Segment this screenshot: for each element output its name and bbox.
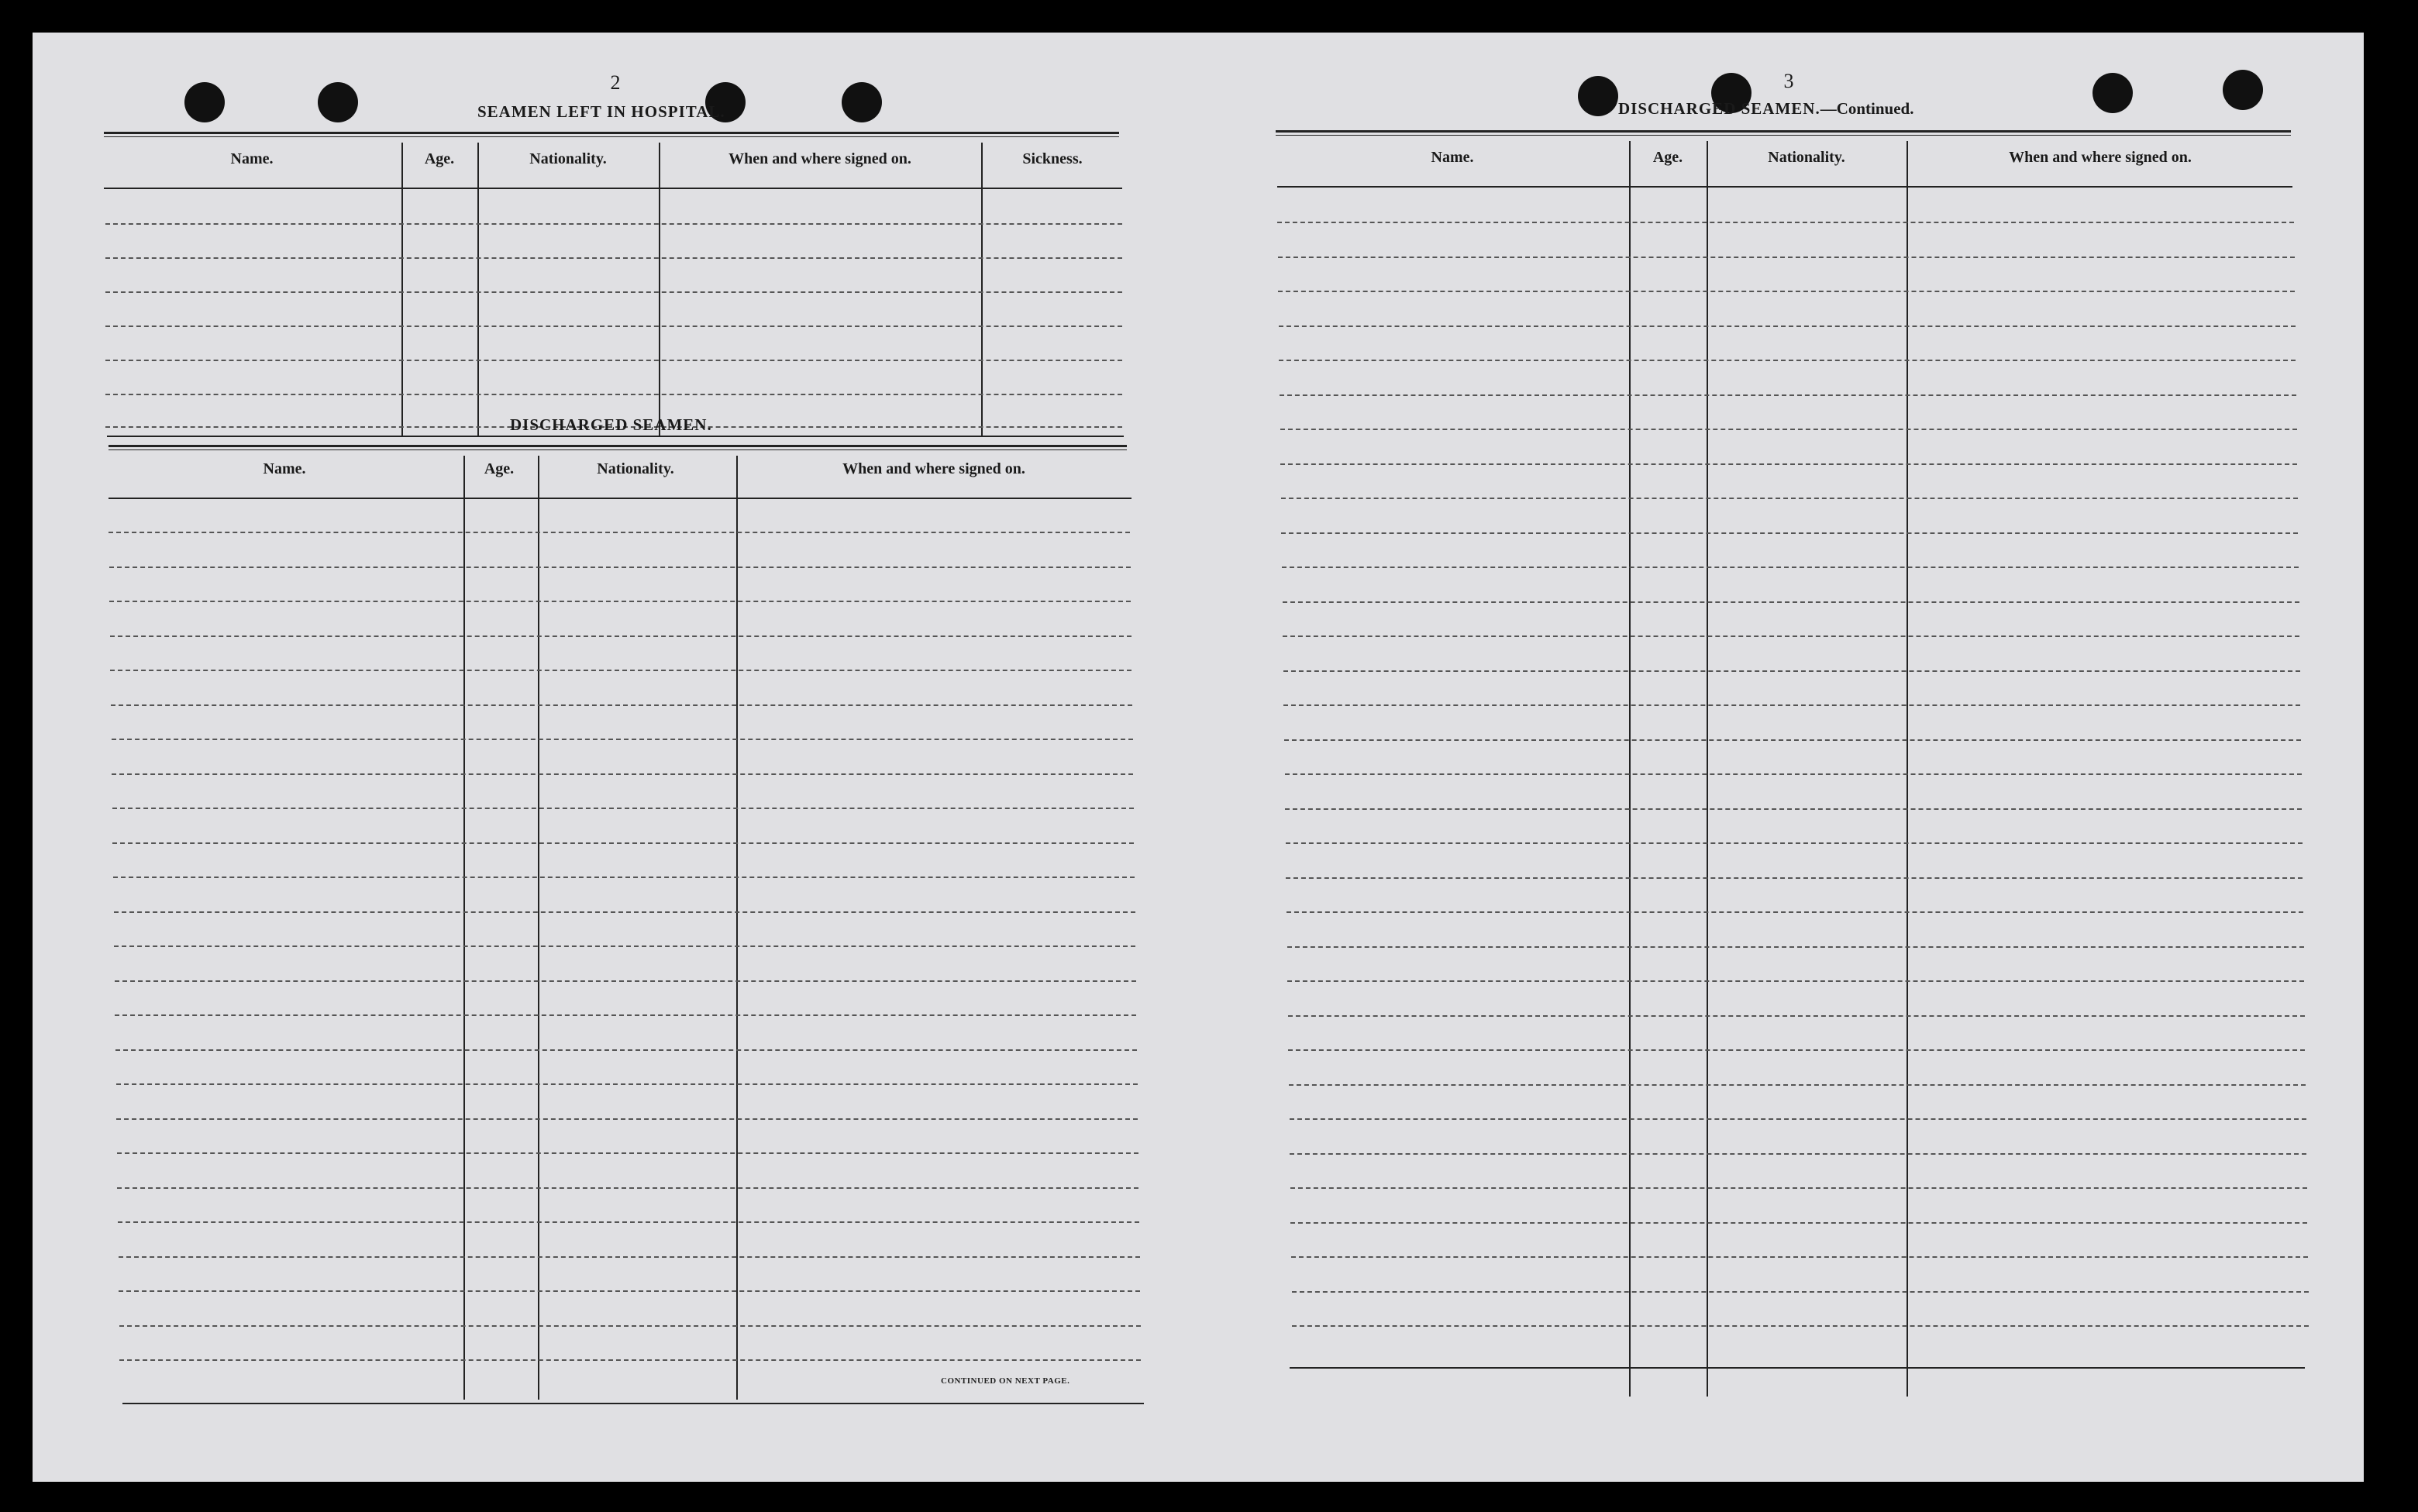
- entry-line: [1283, 635, 2299, 637]
- page-number-right: 3: [1783, 70, 1794, 92]
- entry-line: [112, 773, 1133, 775]
- entry-line: [1290, 1187, 2307, 1189]
- right-header-rule: [1277, 186, 2292, 188]
- hospital-col-age: Age.: [424, 150, 455, 167]
- hospital-table-top-rule: [104, 132, 1119, 137]
- entry-line: [115, 1049, 1137, 1051]
- hospital-entry-line: [105, 394, 1122, 395]
- entry-line: [1292, 1325, 2309, 1327]
- hospital-entry-line: [105, 257, 1122, 259]
- entry-line: [1280, 394, 2296, 396]
- discharged-table-top-rule: [108, 445, 1127, 450]
- entry-line: [108, 532, 1130, 533]
- hospital-col-nationality: Nationality.: [529, 150, 607, 167]
- discharged-section-title: DISCHARGED SEAMEN.: [510, 415, 712, 434]
- entry-line: [1283, 601, 2299, 603]
- entry-line: [1285, 773, 2302, 775]
- hospital-entry-line: [105, 360, 1122, 361]
- hospital-col-divider: [401, 143, 403, 437]
- entry-line: [1286, 842, 2303, 844]
- right-page-title: [1618, 99, 1913, 119]
- hospital-section-title: SEAMEN LEFT IN HOSPITAL.: [477, 102, 725, 121]
- entry-line: [109, 567, 1131, 568]
- entry-line: [1290, 1153, 2306, 1155]
- hospital-col-sickness: Sickness.: [1022, 150, 1083, 167]
- entry-line: [109, 601, 1131, 602]
- entry-line: [1278, 291, 2295, 292]
- hospital-col-name: Name.: [230, 150, 274, 167]
- entry-line: [1290, 1222, 2307, 1224]
- entry-line: [1292, 1291, 2309, 1293]
- entry-line: [115, 1014, 1136, 1016]
- entry-line: [1286, 877, 2303, 879]
- discharged-col-name: Name.: [263, 460, 306, 477]
- entry-line: [116, 1118, 1138, 1120]
- discharged-col-divider: [736, 456, 738, 1400]
- entry-line: [1282, 567, 2299, 568]
- hospital-table-bottom-rule: [107, 436, 1124, 437]
- discharged-col-divider: [463, 456, 465, 1400]
- right-col-nationality: Nationality.: [1768, 149, 1845, 166]
- punch-hole: [2092, 73, 2133, 113]
- entry-line: [1286, 911, 2303, 913]
- entry-line: [111, 704, 1132, 706]
- entry-line: [1281, 498, 2298, 499]
- entry-line: [1290, 1118, 2306, 1120]
- entry-line: [1280, 463, 2297, 465]
- right-page-title-main: DISCHARGED SEAMEN.: [1618, 99, 1820, 118]
- entry-line: [119, 1359, 1141, 1361]
- entry-line: [117, 1152, 1138, 1154]
- discharged-col-nationality: Nationality.: [597, 460, 674, 477]
- punch-hole: [184, 82, 225, 122]
- entry-line: [1278, 257, 2295, 258]
- entry-line: [114, 911, 1135, 913]
- entry-line: [1279, 360, 2296, 361]
- entry-line: [119, 1325, 1141, 1327]
- entry-line: [119, 1256, 1140, 1258]
- entry-line: [112, 808, 1134, 809]
- entry-line: [110, 635, 1132, 637]
- discharged-table-bottom-rule: [122, 1403, 1144, 1404]
- entry-line: [1279, 325, 2296, 327]
- entry-line: [119, 1290, 1140, 1292]
- discharged-col-age: Age.: [484, 460, 515, 477]
- entry-line: [1280, 429, 2297, 430]
- continued-footnote: CONTINUED ON NEXT PAGE.: [941, 1376, 1070, 1386]
- right-page-title-continued: —Continued.: [1820, 99, 1914, 118]
- hospital-entry-line: [105, 325, 1122, 327]
- right-table-top-rule: [1276, 130, 2291, 136]
- right-col-name: Name.: [1431, 149, 1474, 166]
- entry-line: [112, 739, 1133, 740]
- entry-line: [1283, 704, 2300, 706]
- ledger-sheet: [33, 33, 2364, 1482]
- entry-line: [1287, 980, 2304, 982]
- hospital-col-divider: [477, 143, 479, 437]
- right-col-divider: [1906, 141, 1908, 1397]
- discharged-col-when-where: When and where signed on.: [842, 460, 1025, 477]
- hospital-col-when-where: When and where signed on.: [728, 150, 911, 167]
- discharged-header-rule: [108, 498, 1132, 499]
- right-table-bottom-rule: [1290, 1367, 2305, 1369]
- entry-line: [1288, 1015, 2305, 1017]
- discharged-col-divider: [538, 456, 539, 1400]
- punch-hole: [318, 82, 358, 122]
- hospital-header-rule: [104, 188, 1122, 189]
- entry-line: [113, 877, 1135, 878]
- entry-line: [1283, 670, 2300, 672]
- entry-line: [114, 945, 1135, 947]
- right-col-age: Age.: [1652, 149, 1683, 166]
- entry-line: [116, 1083, 1138, 1085]
- hospital-col-divider: [981, 143, 983, 437]
- page-number-left: 2: [610, 71, 621, 94]
- punch-hole: [1578, 76, 1618, 116]
- entry-line: [1288, 1049, 2305, 1051]
- entry-line: [1291, 1256, 2308, 1258]
- entry-line: [1289, 1084, 2306, 1086]
- entry-line: [1285, 808, 2302, 810]
- right-col-divider: [1707, 141, 1708, 1397]
- right-col-divider: [1629, 141, 1631, 1397]
- entry-line: [117, 1187, 1138, 1189]
- punch-hole: [2223, 70, 2263, 110]
- entry-line: [112, 842, 1134, 844]
- right-col-when-where: When and where signed on.: [2009, 149, 2192, 166]
- punch-hole: [842, 82, 882, 122]
- entry-line: [118, 1221, 1139, 1223]
- hospital-entry-line: [105, 291, 1122, 293]
- hospital-entry-line: [105, 223, 1122, 225]
- entry-line: [1287, 946, 2304, 948]
- entry-line: [1284, 739, 2301, 741]
- entry-line: [115, 980, 1136, 982]
- entry-line: [1277, 222, 2294, 223]
- entry-line: [110, 670, 1132, 671]
- hospital-col-divider: [659, 143, 660, 437]
- entry-line: [1281, 532, 2298, 534]
